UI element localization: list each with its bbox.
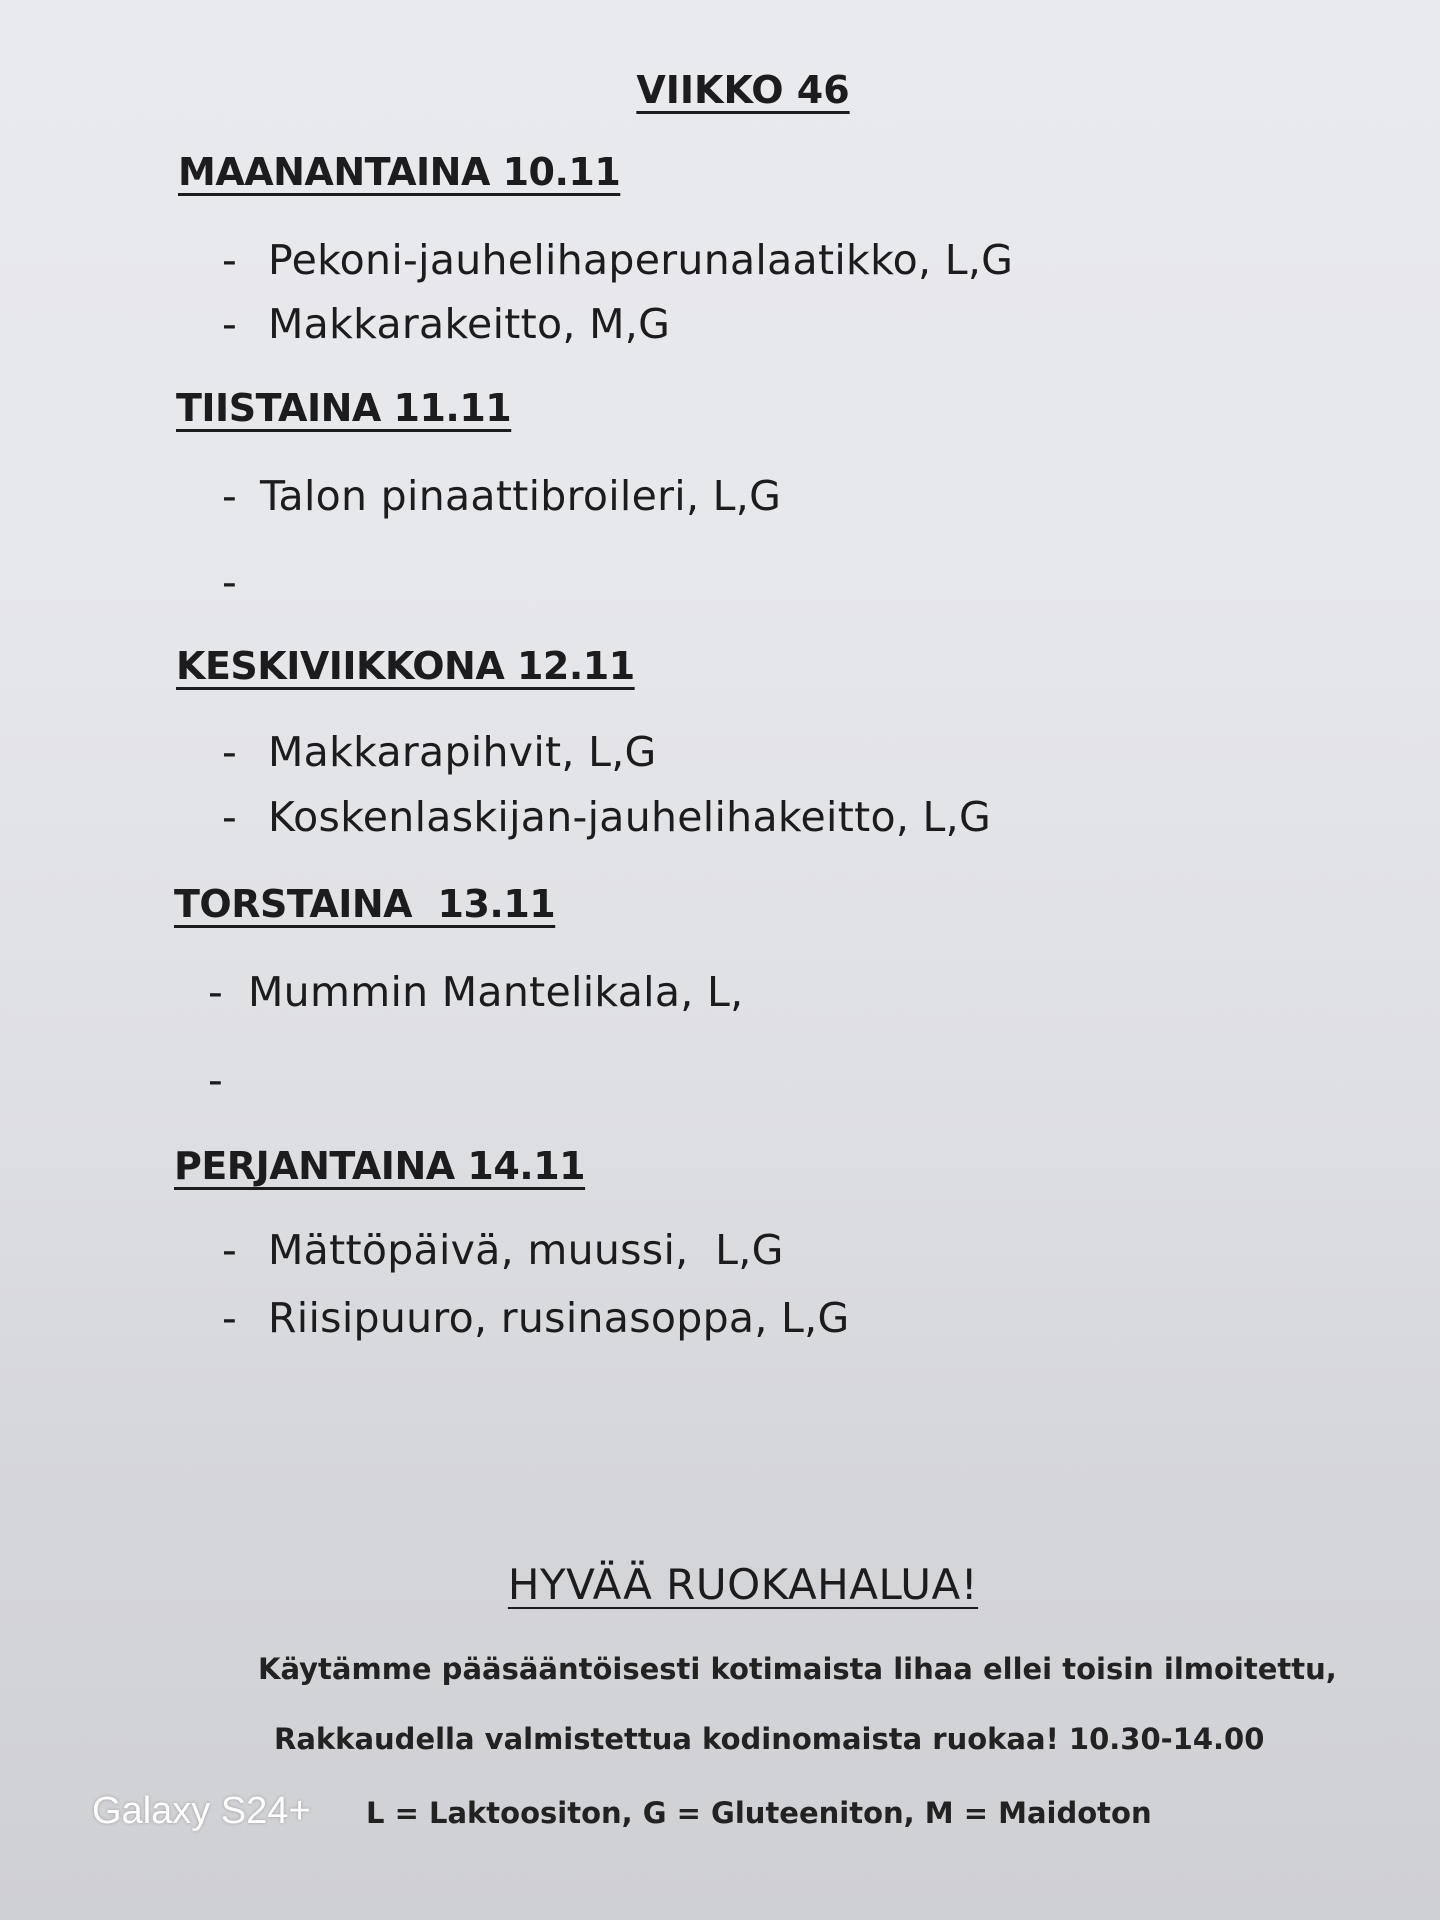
dish-label: Talon pinaattibroileri, L,G — [260, 472, 782, 520]
list-dash: - — [222, 300, 238, 348]
list-dash: - — [208, 968, 224, 1016]
list-dash: - — [222, 472, 238, 520]
list-dash: - — [208, 1056, 224, 1104]
dish-item — [222, 1294, 850, 1342]
day-heading-friday: PERJANTAINA 14.11 — [174, 1144, 586, 1188]
note-meat-origin: Käytämme pääsääntöisesti kotimaista lihaa ellei toisin ilmoitettu, — [258, 1652, 1337, 1686]
list-dash: - — [222, 1226, 238, 1274]
day-heading-tuesday: TIISTAINA 11.11 — [176, 386, 512, 430]
closing-greeting: HYVÄÄ RUOKAHALUA! — [507, 1560, 979, 1609]
dish-item — [222, 728, 657, 776]
week-title: VIIKKO 46 — [636, 68, 850, 112]
dish-label: Mättöpäivä, muussi, L,G — [268, 1226, 784, 1274]
dish-label: Makkarakeitto, M,G — [268, 300, 671, 348]
list-dash: - — [222, 236, 238, 284]
list-dash: - — [222, 728, 238, 776]
dish-item — [222, 1226, 784, 1274]
list-dash: - — [222, 558, 238, 606]
note-serving-hours: Rakkaudella valmistettua kodinomaista ruokaa! 10.30-14.00 — [274, 1722, 1265, 1756]
dish-label: Makkarapihvit, L,G — [268, 728, 657, 776]
dish-item — [222, 793, 991, 841]
dish-item — [222, 236, 1013, 284]
list-dash: - — [222, 793, 238, 841]
dish-item — [222, 472, 781, 520]
note-diet-legend: L = Laktoositon, G = Gluteeniton, M = Maidoton — [366, 1796, 1152, 1830]
dish-item — [208, 968, 743, 1016]
dish-item-empty — [222, 558, 268, 606]
dish-label: Riisipuuro, rusinasoppa, L,G — [268, 1294, 850, 1342]
dish-label: Koskenlaskijan-jauhelihakeitto, L,G — [268, 793, 992, 841]
dish-item-empty — [208, 1056, 254, 1104]
camera-watermark: Galaxy S24+ — [92, 1790, 311, 1832]
dish-label: Mummin Mantelikala, L, — [248, 968, 744, 1016]
day-heading-monday: MAANANTAINA 10.11 — [178, 150, 621, 194]
day-heading-thursday: TORSTAINA 13.11 — [174, 882, 556, 926]
dish-label: Pekoni-jauhelihaperunalaatikko, L,G — [268, 236, 1014, 284]
dish-item — [222, 300, 670, 348]
list-dash: - — [222, 1294, 238, 1342]
day-heading-wednesday: KESKIVIIKKONA 12.11 — [176, 644, 635, 688]
